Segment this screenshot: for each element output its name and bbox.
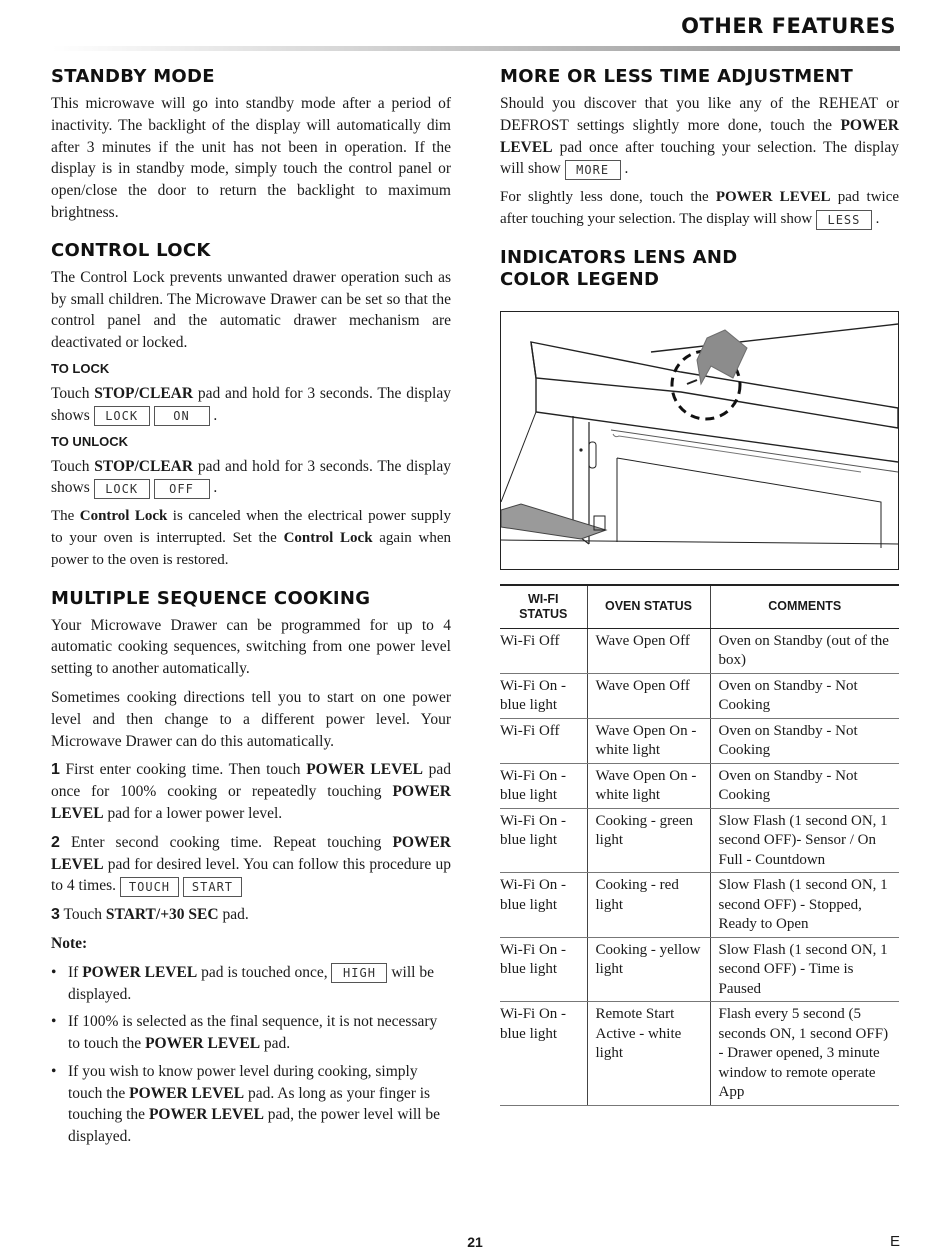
- high-display: HIGH: [331, 963, 387, 983]
- table-row: [500, 937, 899, 1002]
- legend-section: [500, 247, 899, 1106]
- start-display: START: [183, 877, 242, 897]
- header-divider: [52, 46, 900, 51]
- table-cell: Wi-Fi On - blue light: [500, 1002, 587, 1106]
- page-header-title: OTHER FEATURES: [681, 14, 896, 38]
- table-row: [500, 628, 899, 673]
- to-lock-text: Touch STOP/CLEAR pad and hold for 3 seconds. The display shows LOCK ON .: [51, 383, 451, 427]
- drawer-illustration: [500, 311, 899, 570]
- left-column: [51, 66, 451, 1164]
- column-header: OVEN STATUS: [587, 585, 710, 629]
- adjust-section: [500, 66, 899, 231]
- table-cell: Wi-Fi Off: [500, 628, 587, 673]
- note-item: • If you wish to know power level during cooking, simply touch the POWER LEVEL pad. As long as your finger is touching the POWER LEVEL pad, the power level will be displayed.: [51, 1061, 451, 1148]
- table-row: [500, 673, 899, 718]
- table-cell: Wi-Fi On - blue light: [500, 873, 587, 938]
- touch-display: TOUCH: [120, 877, 179, 897]
- table-row: [500, 718, 899, 763]
- control-lock-cancel: The Control Lock is canceled when the electrical power supply to your oven is interrupted. Set the Control Lock again when power to the oven is restored.: [51, 508, 451, 568]
- table-cell: Wi-Fi On - blue light: [500, 937, 587, 1002]
- adjust-heading: MORE OR LESS TIME ADJUSTMENT: [500, 66, 854, 87]
- table-cell: Wave Open Off: [587, 673, 710, 718]
- table-cell: Remote Start Active - white light: [587, 1002, 710, 1106]
- step-3: 3 Touch START/+30 SEC pad.: [51, 906, 249, 924]
- note-item: • If 100% is selected as the final sequence, it is not necessary to touch the POWER LEVEL pad.: [51, 1011, 451, 1055]
- multi-sequence-heading: MULTIPLE SEQUENCE COOKING: [51, 587, 371, 609]
- drawer-drawing: [501, 312, 898, 569]
- table-row: [500, 808, 899, 873]
- standby-heading: STANDBY MODE: [51, 66, 215, 87]
- multi-sequence-p2: Sometimes cooking directions tell you to start on one power level and then change to a different power level. Your Microwave Drawer can do this automatically.: [51, 688, 451, 750]
- control-lock-section: [51, 240, 451, 572]
- table-cell: Wi-Fi Off: [500, 718, 587, 763]
- to-lock-label: TO LOCK: [51, 360, 110, 376]
- note-label: Note:: [51, 934, 88, 952]
- control-lock-intro: The Control Lock prevents unwanted drawer operation such as by small children. The Microwave Drawer can be set so that the control panel and the automatic drawer mechanism are deactivated or locked.: [51, 268, 451, 352]
- more-display: MORE: [565, 160, 621, 180]
- less-display: LESS: [816, 210, 872, 230]
- legend-table: [500, 584, 899, 1106]
- table-cell: Wave Open Off: [587, 628, 710, 673]
- page-number: 21: [467, 1234, 483, 1250]
- table-cell: Oven on Standby - Not Cooking: [710, 718, 899, 763]
- column-header: COMMENTS: [710, 585, 899, 629]
- step-1: 1 First enter cooking time. Then touch POWER LEVEL pad once for 100% cooking or repeatedly touching POWER LEVEL pad for a lower power level.: [51, 761, 451, 822]
- multi-sequence-p1: Your Microwave Drawer can be programmed for up to 4 automatic cooking sequences, switching from one power level setting to another automatically.: [51, 616, 451, 678]
- table-cell: Cooking - green light: [587, 808, 710, 873]
- step-2: 2 Enter second cooking time. Repeat touching POWER LEVEL pad for desired level. You can follow this procedure up to 4 times. TOUCH START: [51, 832, 451, 897]
- right-column: [500, 66, 899, 1106]
- table-cell: Wi-Fi On - blue light: [500, 808, 587, 873]
- table-cell: Oven on Standby - Not Cooking: [710, 763, 899, 808]
- language-code: E: [889, 1233, 900, 1250]
- lock-display: LOCK: [94, 479, 150, 499]
- table-cell: Flash every 5 second (5 seconds ON, 1 second OFF) - Drawer opened, 3 minute window to remote operate App: [710, 1002, 899, 1106]
- lock-display: LOCK: [94, 406, 150, 426]
- table-row: [500, 873, 899, 938]
- standby-section: [51, 66, 451, 224]
- notes-list: [51, 962, 451, 1148]
- standby-body: This microwave will go into standby mode after a period of inactivity. The backlight of the display will automatically dim after 3 minutes if the unit has not been in operation. If the display is in standby mode, simply touch the control panel or open/close the door to return the backlight to maximum brightness.: [51, 95, 451, 221]
- adjust-more-text: Should you discover that you like any of the REHEAT or DEFROST settings slightly more done, touch the POWER LEVEL pad once after touching your selection. The display will show MORE .: [500, 93, 899, 180]
- on-display: ON: [154, 406, 210, 426]
- table-cell: Slow Flash (1 second ON, 1 second OFF) - Stopped, Ready to Open: [710, 873, 899, 938]
- table-cell: Slow Flash (1 second ON, 1 second OFF)- Sensor / On Full - Countdown: [710, 808, 899, 873]
- note-item: • If POWER LEVEL pad is touched once, HIGH will be displayed.: [51, 962, 451, 1006]
- control-lock-heading: CONTROL LOCK: [51, 239, 211, 261]
- table-cell: Slow Flash (1 second ON, 1 second OFF) - Time is Paused: [710, 937, 899, 1002]
- table-cell: Cooking - red light: [587, 873, 710, 938]
- legend-header-row: [500, 585, 899, 629]
- table-cell: Wi-Fi On - blue light: [500, 763, 587, 808]
- table-cell: Wave Open On - white light: [587, 718, 710, 763]
- multi-sequence-section: [51, 588, 451, 1149]
- table-cell: Wi-Fi On - blue light: [500, 673, 587, 718]
- table-cell: Oven on Standby - Not Cooking: [710, 673, 899, 718]
- table-cell: Wave Open On - white light: [587, 763, 710, 808]
- to-unlock-label: TO UNLOCK: [51, 433, 129, 449]
- column-header: WI-FI STATUS: [500, 585, 587, 629]
- adjust-less-text: For slightly less done, touch the POWER LEVEL pad twice after touching your selection. The display will show LESS .: [500, 187, 899, 231]
- table-row: [500, 1002, 899, 1106]
- legend-heading: INDICATORS LENS AND COLOR LEGEND: [500, 246, 738, 290]
- to-unlock-text: Touch STOP/CLEAR pad and hold for 3 seconds. The display shows LOCK OFF .: [51, 456, 451, 500]
- table-cell: Oven on Standby (out of the box): [710, 628, 899, 673]
- off-display: OFF: [154, 479, 210, 499]
- table-row: [500, 763, 899, 808]
- table-cell: Cooking - yellow light: [587, 937, 710, 1002]
